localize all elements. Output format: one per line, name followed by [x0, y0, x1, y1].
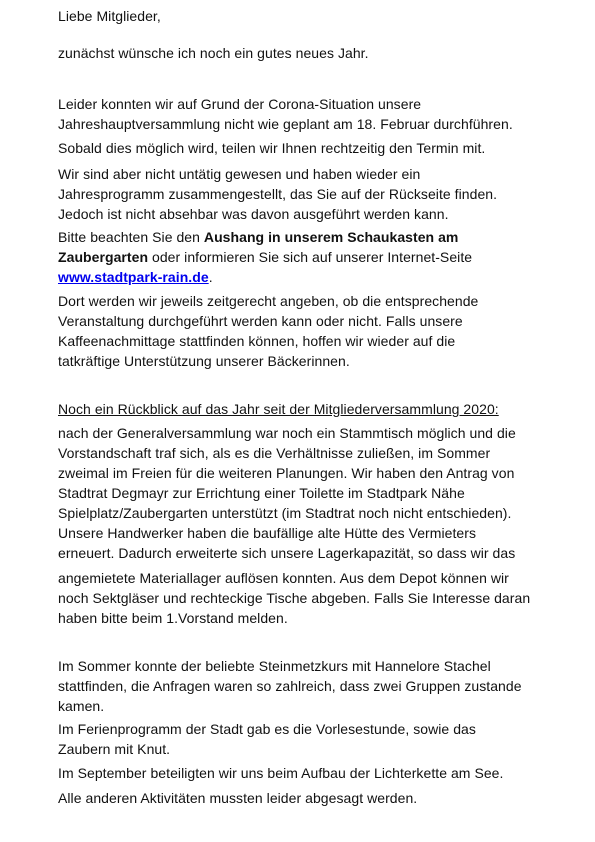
review-paragraph-line-5: Spielplatz/Zaubergarten unterstützt (im Stadtrat noch nicht entschieden).	[58, 505, 512, 521]
website-link[interactable]: www.stadtpark-rain.de	[58, 269, 209, 285]
date-notice: Sobald dies möglich wird, teilen wir Ihnen rechtzeitig den Termin mit.	[58, 140, 486, 156]
info-paragraph-line-1: Dort werden wir jeweils zeitgerecht angeben, ob die entsprechende	[58, 293, 479, 309]
link-period: .	[208, 269, 213, 285]
cancelled-activities: Alle anderen Aktivitäten mussten leider abgesagt werden.	[58, 790, 418, 806]
september-activity: Im September beteiligten wir uns beim Aufbau der Lichterkette am See.	[58, 765, 504, 781]
review-paragraph-line-2: Vorstandschaft traf sich, als es die Verhältnisse zuließen, im Sommer	[58, 445, 491, 461]
notice-text: Bitte beachten Sie den	[58, 229, 204, 245]
program-paragraph-line-2: Jahresprogramm zusammengestellt, das Sie auf der Rückseite finden.	[58, 186, 498, 202]
holiday-program-line-1: Im Ferienprogramm der Stadt gab es die Vorlesestunde, sowie das	[58, 721, 476, 737]
notice-highlight-zaubergarten: Zaubergarten	[58, 249, 149, 265]
corona-paragraph-line-2: Jahreshauptversammlung nicht wie geplant am 18. Februar durchführen.	[58, 116, 513, 132]
review-paragraph-line-7: erneuert. Dadurch erweiterte sich unsere Lagerkapazität, so dass wir das	[58, 545, 516, 561]
info-paragraph-line-2: Veranstaltung durchgeführt werden kann oder nicht. Falls unsere	[58, 313, 463, 329]
review-paragraph-line-4: Stadtrat Degmayr zur Errichtung einer Toilette im Stadtpark Nähe	[58, 485, 465, 501]
notice-paragraph-line-3	[58, 269, 213, 286]
info-paragraph-line-3: Kaffeenachmittage stattfinden können, hoffen wir wieder auf die	[58, 333, 456, 349]
stonemason-paragraph-line-1: Im Sommer konnte der beliebte Steinmetzkurs mit Hannelore Stachel	[58, 658, 491, 674]
program-paragraph-line-3: Jedoch ist nicht absehbar was davon ausgeführt werden kann.	[58, 206, 449, 222]
review-paragraph-line-10: haben bitte beim 1.Vorstand melden.	[58, 610, 288, 626]
corona-paragraph-line-1: Leider konnten wir auf Grund der Corona-Situation unsere	[58, 96, 422, 112]
review-heading: Noch ein Rückblick auf das Jahr seit der Mitgliederversammlung 2020:	[58, 401, 499, 417]
notice-paragraph-line-2	[58, 249, 472, 266]
stonemason-paragraph-line-3: kamen.	[58, 698, 105, 714]
greeting: Liebe Mitglieder,	[58, 8, 161, 24]
notice-paragraph-line-1	[58, 229, 458, 246]
stonemason-paragraph-line-2: stattfinden, die Anfragen waren so zahlreich, dass zwei Gruppen zustande	[58, 678, 522, 694]
new-year-wishes: zunächst wünsche ich noch ein gutes neues Jahr.	[58, 45, 369, 61]
info-paragraph-line-4: tatkräftige Unterstützung unserer Bäckerinnen.	[58, 353, 350, 369]
holiday-program-line-2: Zaubern mit Knut.	[58, 741, 171, 757]
notice-text-website: oder informieren Sie sich auf unserer Internet-Seite	[148, 249, 473, 265]
program-paragraph-line-1: Wir sind aber nicht untätig gewesen und haben wieder ein	[58, 166, 421, 182]
review-paragraph-line-6: Unsere Handwerker haben die baufällige alte Hütte des Vermieters	[58, 525, 476, 541]
notice-highlight: Aushang in unserem Schaukasten am	[203, 229, 459, 245]
review-paragraph-line-1: nach der Generalversammlung war noch ein Stammtisch möglich und die	[58, 425, 516, 441]
review-paragraph-line-3: zweimal im Freien für die weiteren Planungen. Wir haben den Antrag von	[58, 465, 515, 481]
review-paragraph-line-9: noch Sektgläser und rechteckige Tische abgeben. Falls Sie Interesse daran	[58, 590, 531, 606]
review-paragraph-line-8: angemietete Materiallager auflösen konnten. Aus dem Depot können wir	[58, 570, 509, 586]
